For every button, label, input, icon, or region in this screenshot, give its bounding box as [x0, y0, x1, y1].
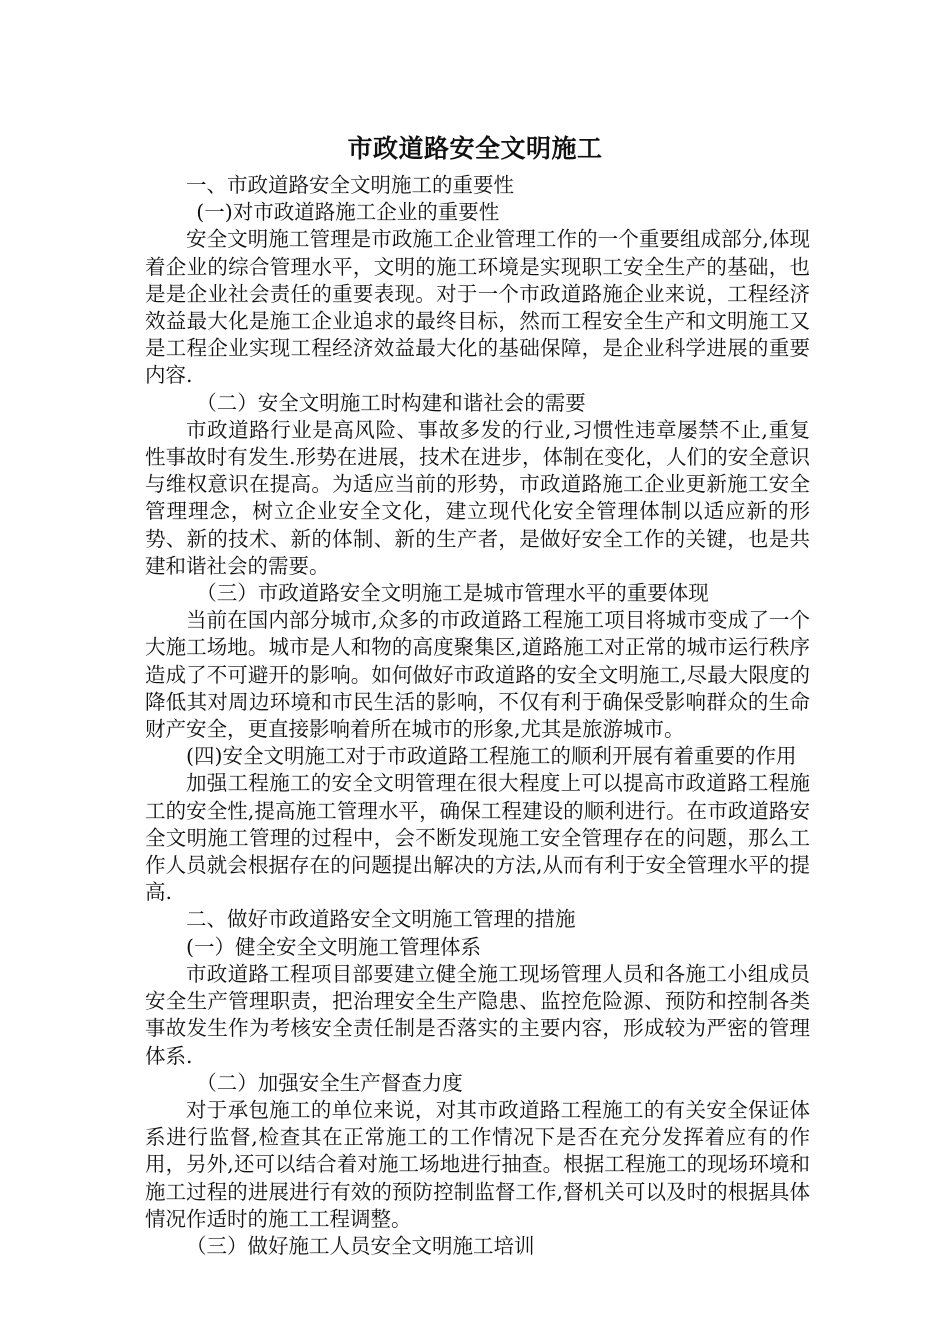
body-paragraph: 市政道路行业是高风险、事故多发的行业,习惯性违章屡禁不止,重复性事故时有发生.形势在进展，技术在进步，体制在变化，人们的安全意识与维权意识在提高。为适应当前的形势，市政道路施工企业更新施工安全管理理念，树立企业安全文化，建立现代化安全管理体制以适应新的形势、新的技术、新的体制、新的生产者，是做好安全工作的关键，也是共建和谐社会的需要。	[145, 417, 810, 578]
subsection-heading-1-1: (一)对市政道路施工企业的重要性	[196, 200, 500, 225]
body-paragraph: 当前在国内部分城市,众多的市政道路工程施工项目将城市变成了一个大施工场地。城市是人和物的高度聚集区,道路施工对正常的城市运行秩序造成了不可避开的影响。如何做好市政道路的安全文明施工,尽最大限度的降低其对周边环境和市民生活的影响，不仅有利于确保受影响群众的生命财产安全，更直接影响着所在城市的形象,尤其是旅游城市。	[145, 608, 810, 742]
subsection-heading-1-2: （二）安全文明施工时构建和谐社会的需要	[196, 390, 586, 415]
body-paragraph: 加强工程施工的安全文明管理在很大程度上可以提高市政道路工程施工的安全性,提高施工管理水平，确保工程建设的顺利进行。在市政道路安全文明施工管理的过程中，会不断发现施工安全管理存在的问题，那么工作人员就会根据存在的问题提出解决的方法,从而有利于安全管理水平的提高.	[145, 771, 810, 905]
body-paragraph: 对于承包施工的单位来说，对其市政道路工程施工的有关安全保证体系进行监督,检查其在正常施工的工作情况下是否在充分发挥着应有的作用，另外,还可以结合着对施工场地进行抽查。根据工程施工的现场环境和施工过程的进展进行有效的预防控制监督工作,督机关可以及时的根据具体情况作适时的施工工程调整。	[145, 1097, 810, 1231]
body-paragraph: 市政道路工程项目部要建立健全施工现场管理人员和各施工小组成员安全生产管理职责，把治理安全生产隐患、监控危险源、预防和控制各类事故发生作为考核安全责任制是否落实的主要内容，形成较为严密的管理体系.	[145, 961, 810, 1068]
subsection-heading-1-4: (四)安全文明施工对于市政道路工程施工的顺利开展有着重要的作用	[186, 744, 797, 769]
subsection-heading-2-1: (一）健全安全文明施工管理体系	[186, 934, 481, 959]
section-heading-1: 一、市政道路安全文明施工的重要性	[186, 173, 514, 197]
subsection-heading-2-3: （三）做好施工人员安全文明施工培训	[186, 1233, 535, 1258]
document-title: 市政道路安全文明施工	[347, 134, 603, 163]
subsection-heading-1-3: （三）市政道路安全文明施工是城市管理水平的重要体现	[196, 581, 709, 606]
document-body	[145, 172, 810, 1260]
body-paragraph: 安全文明施工管理是市政施工企业管理工作的一个重要组成部分,体现着企业的综合管理水平，文明的施工环境是实现职工安全生产的基础，也是是企业社会责任的重要表现。对于一个市政道路施企业来说，工程经济效益最大化是施工企业追求的最终目标，然而工程安全生产和文明施工又是工程企业实现工程经济效益最大化的基础保障，是企业科学进展的重要内容.	[145, 227, 810, 388]
subsection-heading-2-2: （二）加强安全生产督查力度	[196, 1070, 463, 1095]
section-heading-2: 二、做好市政道路安全文明施工管理的措施	[186, 907, 576, 932]
